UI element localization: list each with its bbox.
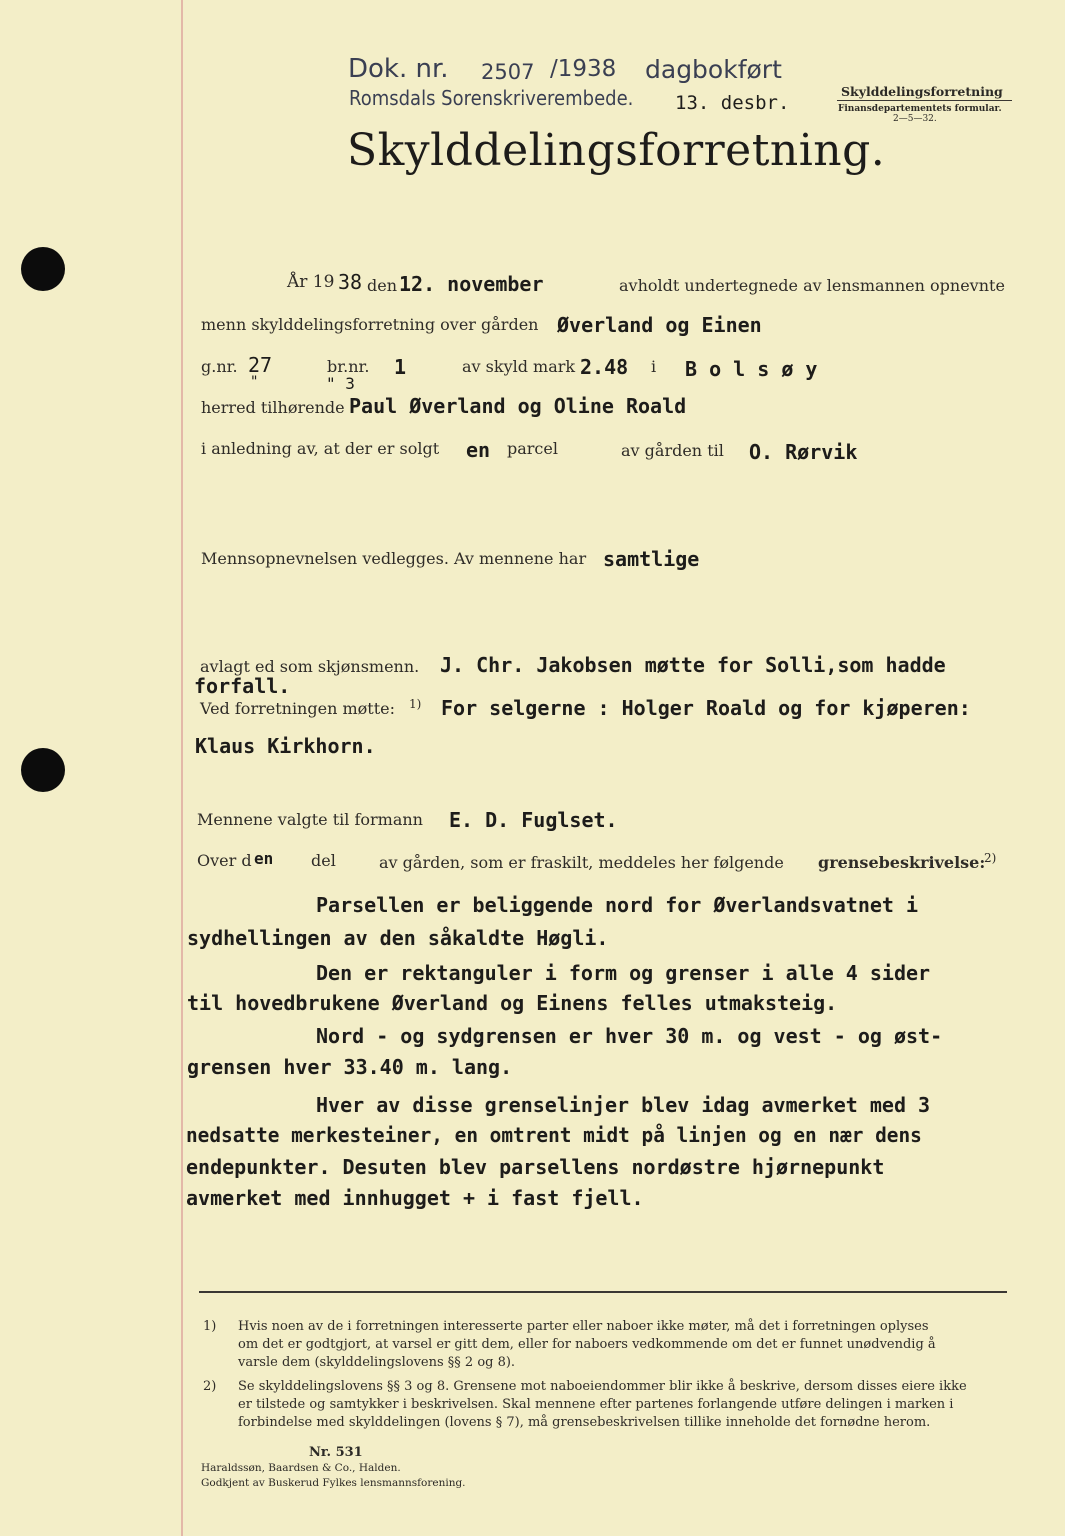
description-line: endepunkter. Desuten blev parsellens nordøstre hjørnepunkt: [186, 1155, 885, 1179]
description-line: Hver av disse grenselinjer blev idag avmerket med 3: [316, 1093, 931, 1117]
boundary-label: grensebeskrivelse:: [818, 853, 986, 872]
footnote-2-line: Se skylddelingslovens §§ 3 og 8. Grensene mot naboeiendommer blir ikke å beskrive, dersom disses eiere ikke: [238, 1379, 967, 1394]
description-line: til hovedbrukene Øverland og Einens felles utmaksteig.: [187, 991, 838, 1015]
footnote-ref-1: 1): [409, 697, 422, 711]
owner-label: herred tilhørende: [201, 398, 345, 417]
dok-number: 2507: [481, 60, 535, 84]
footnote-ref-2: 2): [984, 851, 997, 865]
margin-line: [181, 0, 183, 1536]
footnote-1-line: om det er godtgjort, at varsel er gitt dem, eller for naboers vedkommende om det er funnet unødvendig å: [238, 1337, 936, 1352]
corner-form-date: 2—5—32.: [893, 114, 937, 124]
office-stamp: Romsdals Sorenskriverembede.: [349, 86, 634, 110]
farm-name: Øverland og Einen: [557, 313, 762, 337]
dok-year: /1938: [550, 56, 617, 82]
gnr-value: 27: [248, 353, 273, 377]
line5-text: i anledning av, at der er solgt: [201, 439, 440, 458]
owner-names: Paul Øverland og Oline Roald: [349, 394, 687, 418]
buyer-label: av gården til: [621, 441, 724, 460]
corner-title: Skylddelingsforretning: [841, 84, 1003, 99]
brnr-value: 1: [394, 355, 407, 379]
men-value: samtlige: [603, 547, 700, 571]
line6-text: Mennsopnevnelsen vedlegges. Av mennene har: [201, 549, 587, 568]
herred-name: B o l s ø y: [685, 357, 818, 381]
punch-hole: [21, 748, 65, 792]
oath-text: avlagt ed som skjønsmenn.: [200, 657, 420, 676]
parcel-label: parcel: [507, 439, 558, 458]
gnr-label: g.nr.: [201, 357, 238, 376]
oath-note-cont: forfall.: [194, 674, 291, 698]
attendance-value: For selgerne : Holger Roald og for kjøperen:: [441, 696, 971, 720]
footnote-1-number: 1): [203, 1319, 217, 1334]
skyld-label: av skyld mark: [462, 357, 576, 376]
den-label: den: [367, 276, 398, 295]
description-line: nedsatte merkesteiner, en omtrent midt på linjen og en nær dens: [186, 1123, 922, 1147]
meeting-date: 12. november: [399, 272, 544, 296]
description-line: Nord - og sydgrensen er hver 30 m. og vest - og øst-: [316, 1024, 943, 1048]
part-en: en: [254, 849, 274, 868]
form-number: Nr. 531: [309, 1445, 363, 1460]
corner-form-name: Finansdepartementets formular.: [838, 104, 1002, 114]
line2-text: menn skylddelingsforretning over gården: [201, 315, 539, 334]
oath-note: J. Chr. Jakobsen møtte for Solli,som hadde: [440, 653, 946, 677]
punch-hole: [21, 247, 65, 291]
del-label: del: [311, 851, 336, 870]
footnote-2-line: forbindelse med skylddelingen (lovens § 7), må grensebeskrivelsen tillike inneholde det fornødne herom.: [238, 1415, 931, 1430]
gnr-value-2: ": [250, 374, 259, 390]
footnote-rule: [199, 1291, 1007, 1293]
footnote-1-line: Hvis noen av de i forretningen interesserte parter eller naboer ikke møter, må det i forretningen oplyses: [238, 1319, 929, 1334]
year-prefix: År 19: [287, 272, 335, 292]
year-value: 38: [338, 270, 363, 294]
i-label: i: [651, 357, 657, 376]
description-line: grensen hver 33.40 m. lang.: [187, 1055, 513, 1079]
page-title: Skylddelingsforretning.: [347, 125, 886, 176]
description-line: sydhellingen av den såkaldte Høgli.: [187, 926, 609, 950]
approval-note: Godkjent av Buskerud Fylkes lensmannsforening.: [201, 1477, 466, 1489]
description-line: Parsellen er beliggende nord for Øverlandsvatnet i: [316, 893, 919, 917]
description-line: avmerket med innhugget + i fast fjell.: [186, 1186, 644, 1210]
corner-rule: [837, 100, 1012, 101]
chairman-name: E. D. Fuglset.: [449, 808, 618, 832]
parcel-count: en: [466, 438, 491, 462]
buyer-name: O. Rørvik: [749, 440, 858, 464]
boundary-intro: av gården, som er fraskilt, meddeles her følgende: [379, 853, 784, 872]
brnr-value-2: " 3: [326, 374, 355, 393]
description-line: Den er rektanguler i form og grenser i alle 4 sider: [316, 961, 931, 985]
brnr-label: br.nr.: [327, 357, 370, 376]
footnote-2-line: er tilstede og samtykker i beskrivelsen. Skal mennene efter partenes forlangende utføre delingen i marken i: [238, 1397, 954, 1412]
stamp-date: 13. desbr.: [675, 92, 790, 114]
dok-label: Dok. nr.: [348, 54, 449, 84]
chairman-label: Mennene valgte til formann: [197, 810, 423, 829]
line1-text: avholdt undertegnede av lensmannen opnevnte: [619, 276, 1005, 295]
attendance-value-cont: Klaus Kirkhorn.: [195, 734, 376, 758]
skyld-value: 2.48: [580, 355, 629, 379]
attendance-label: Ved forretningen møtte:: [200, 699, 395, 718]
footnote-1-line: varsle dem (skylddelingslovens §§ 2 og 8).: [238, 1355, 516, 1370]
footnote-2-number: 2): [203, 1379, 217, 1394]
part-label: Over d: [197, 851, 252, 870]
printer-name: Haraldssøn, Baardsen & Co., Halden.: [201, 1462, 401, 1474]
dagbokfort-stamp: dagbokført: [645, 55, 782, 84]
